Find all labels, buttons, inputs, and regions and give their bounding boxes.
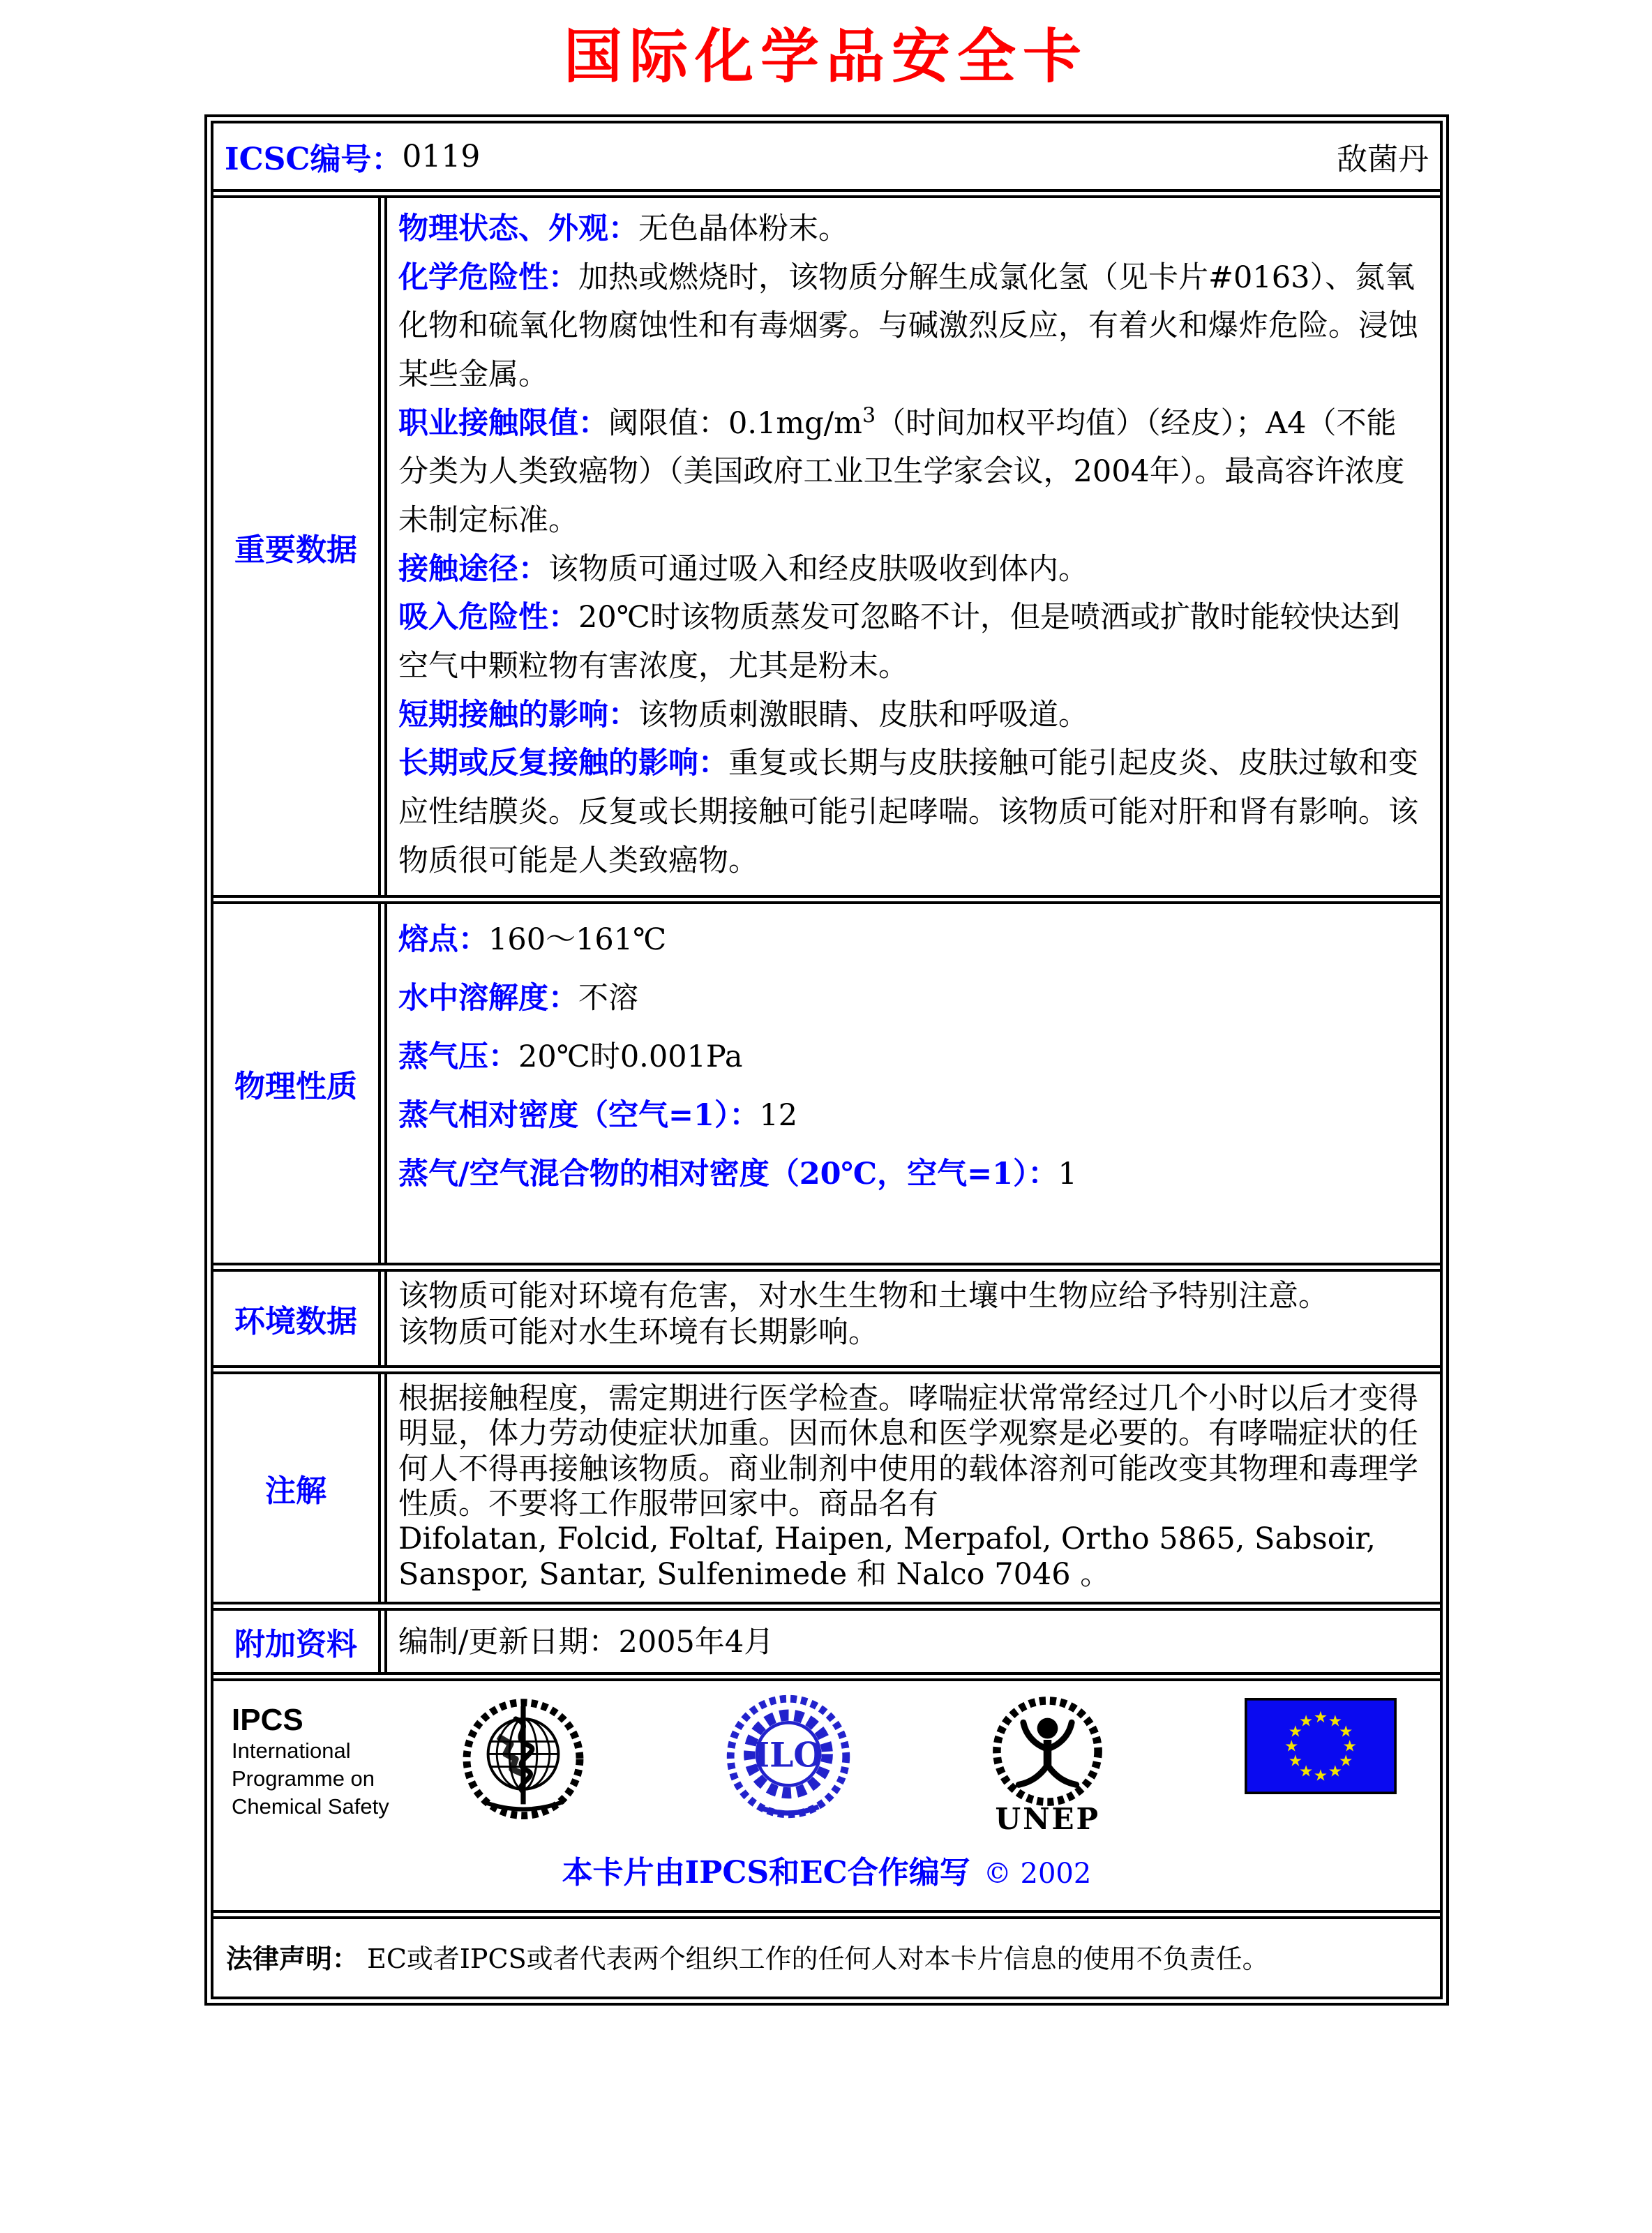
entry-physical-state-appearance: 物理状态、外观：无色晶体粉末。 bbox=[398, 211, 848, 246]
entry-chemical-dangers: 化学危险性：加热或燃烧时，该物质分解生成氯化氢（见卡片#0163）、氮氧化物和硫氧化物腐蚀性和有毒烟雾。与碱激烈反应，有着火和爆炸危险。浸蚀某些金属。 bbox=[398, 260, 1418, 392]
legal-row bbox=[213, 1910, 1440, 1997]
copyright-text: © 2002 bbox=[983, 1857, 1092, 1890]
environmental-data-row-label: 环境数据 bbox=[213, 1272, 387, 1365]
notes-content bbox=[387, 1374, 1440, 1602]
unep-logo-block bbox=[990, 1694, 1105, 1836]
physical-properties-section bbox=[213, 895, 1440, 1263]
environment-line-2: 该物质可能对水生环境有长期影响。 bbox=[398, 1314, 878, 1350]
environmental-data-content bbox=[387, 1272, 1440, 1365]
entry-inhalation-risk: 吸入危险性：20℃时该物质蒸发可忽略不计，但是喷洒或扩散时能较快达到空气中颗粒物有害浓度，尤其是粉末。 bbox=[398, 600, 1400, 684]
physical-properties-row-label: 物理性质 bbox=[213, 904, 387, 1263]
environmental-data-section bbox=[213, 1263, 1440, 1365]
entry-occupational-exposure-limits: 职业接触限值：阈限值：$0.1mg/m^3$（时间加权平均值）（经皮）；A4（不能分类为人类致癌物）（美国政府工业卫生学家会议，2004年）。最高容许浓度未制定标准。 bbox=[398, 403, 1405, 538]
svg-text:★: ★ bbox=[1288, 1722, 1302, 1741]
notes-row-label: 注解 bbox=[213, 1374, 387, 1602]
environment-line-1: 该物质可能对环境有危害，对水生生物和土壤中生物应给予特别注意。 bbox=[398, 1279, 1328, 1314]
svg-text:★: ★ bbox=[1313, 1708, 1328, 1727]
icsc-number-label: ICSC编号： bbox=[225, 142, 403, 177]
legal-label: 法律声明： bbox=[226, 1942, 359, 1974]
svg-text:★: ★ bbox=[1299, 1712, 1314, 1731]
entry-short-term-effects: 短期接触的影响：该物质刺激眼睛、皮肤和呼吸道。 bbox=[398, 697, 1088, 732]
prop-water-solubility: 水中溶解度：不溶 bbox=[398, 981, 638, 1016]
eu-flag-wrap bbox=[1245, 1694, 1397, 1797]
logos-row bbox=[213, 1672, 1440, 1910]
entry-routes-of-exposure: 接触途径：该物质可通过吸入和经皮肤吸收到体内。 bbox=[398, 551, 1088, 587]
notes-section bbox=[213, 1365, 1440, 1602]
credit-line bbox=[232, 1847, 1422, 1892]
ipcs-line-2: Programme on bbox=[232, 1766, 375, 1791]
svg-text:★: ★ bbox=[1313, 1766, 1328, 1785]
svg-text:★: ★ bbox=[1328, 1712, 1342, 1731]
who-logo-icon bbox=[460, 1694, 586, 1819]
ipcs-text-block bbox=[232, 1694, 441, 1820]
additional-information-section bbox=[213, 1602, 1440, 1672]
legal-text: EC或者IPCS或者代表两个组织工作的任何人对本卡片信息的使用不负责任。 bbox=[367, 1943, 1269, 1974]
svg-text:★: ★ bbox=[1339, 1722, 1353, 1741]
icsc-card-table bbox=[204, 114, 1449, 2006]
svg-text:★: ★ bbox=[1342, 1737, 1357, 1756]
svg-text:ILO: ILO bbox=[753, 1735, 823, 1775]
unep-logo-icon bbox=[990, 1694, 1105, 1809]
update-date-text: 编制/更新日期：2005年4月 bbox=[398, 1625, 774, 1660]
ipcs-acronym: IPCS bbox=[232, 1702, 303, 1737]
prop-melting-point: 熔点：160～161℃ bbox=[398, 922, 667, 958]
ipcs-line-1: International bbox=[232, 1738, 351, 1764]
important-data-section bbox=[213, 189, 1440, 895]
notes-trade-names: Difolatan, Folcid, Foltaf, Haipen, Merpafol, Ortho 5865, Sabsoir, Sanspor, Santar, Sulfenimede 和 Nalco 7046 。 bbox=[398, 1521, 1376, 1592]
prop-vapour-air-mixture-density: 蒸气/空气混合物的相对密度（20℃，空气=1）：1 bbox=[398, 1156, 1077, 1191]
superscript-3: 3 bbox=[862, 403, 876, 428]
ilo-logo-icon bbox=[726, 1694, 851, 1819]
physical-properties-content bbox=[387, 904, 1440, 1263]
notes-text: 根据接触程度，需定期进行医学检查。哮喘症状常常经过几个小时以后才变得明显，体力劳动使症状加重。因而休息和医学观察是必要的。有哮喘症状的任何人不得再接触该物质。商业制剂中使用的载体溶剂可能改变其物理和毒理学性质。不要将工作服带回家中。商品名有 bbox=[398, 1381, 1418, 1522]
svg-text:★: ★ bbox=[1328, 1762, 1342, 1781]
svg-text:★: ★ bbox=[1284, 1737, 1299, 1756]
svg-text:★: ★ bbox=[1299, 1762, 1314, 1781]
important-data-content bbox=[387, 198, 1440, 895]
icsc-number-value: 0119 bbox=[402, 138, 481, 174]
chemical-name: 敌菌丹 bbox=[1337, 142, 1429, 177]
svg-text:★: ★ bbox=[1288, 1752, 1302, 1770]
header-row bbox=[213, 123, 1440, 189]
prop-vapour-pressure: 蒸气压：20℃时0.001Pa bbox=[398, 1039, 743, 1074]
page-title: 国际化学品安全卡 bbox=[563, 22, 1088, 91]
entry-long-term-effects: 长期或反复接触的影响：重复或长期与皮肤接触可能引起皮炎、皮肤过敏和变应性结膜炎。反复或长期接触可能引起哮喘。该物质可能对肝和肾有影响。该物质很可能是人类致癌物。 bbox=[398, 746, 1418, 878]
important-data-row-label: 重要数据 bbox=[213, 198, 387, 895]
credit-text: 本卡片由IPCS和EC合作编写 bbox=[562, 1854, 970, 1890]
additional-information-row-label: 附加资料 bbox=[213, 1611, 387, 1672]
ipcs-line-3: Chemical Safety bbox=[232, 1794, 389, 1819]
unep-label: UNEP bbox=[995, 1801, 1101, 1836]
svg-text:★: ★ bbox=[1339, 1752, 1353, 1770]
additional-information-content bbox=[387, 1611, 1440, 1672]
eu-flag-icon bbox=[1245, 1698, 1397, 1794]
prop-vapour-relative-density: 蒸气相对密度（空气=1）：12 bbox=[398, 1097, 798, 1133]
